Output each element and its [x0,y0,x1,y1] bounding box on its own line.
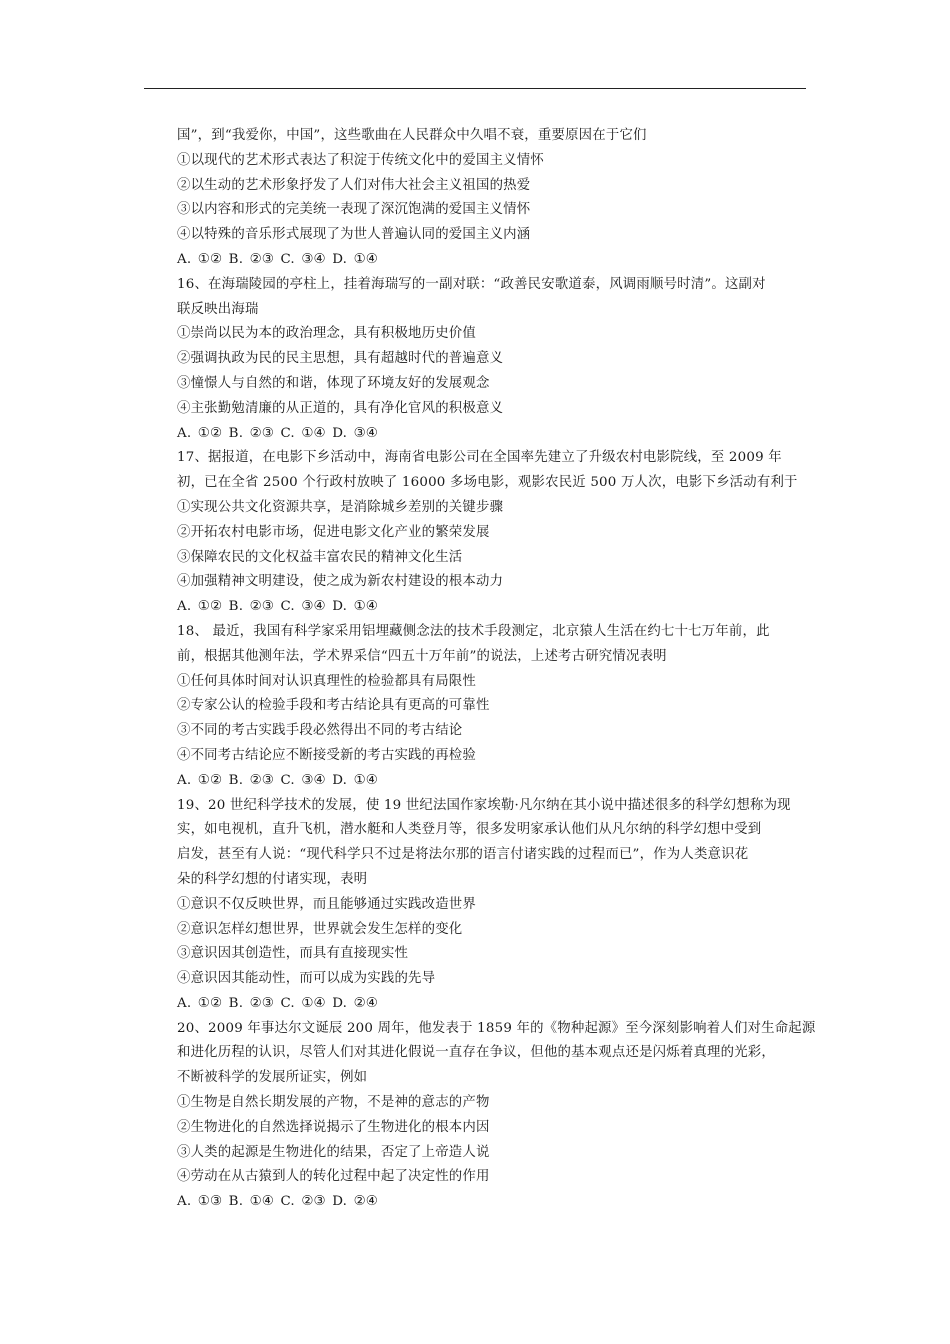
question-16-text: 联反映出海瑞 [177,301,259,317]
answer-choices: A. ①② B. ②③ C. ①④ D. ②④ [177,995,378,1011]
answer-choices: A. ①② B. ②③ C. ①④ D. ③④ [177,425,378,441]
answer-choices: A. ①② B. ②③ C. ③④ D. ①④ [177,772,378,788]
option-statement: ①生物是自然长期发展的产物，不是神的意志的产物 [177,1095,490,1111]
question-20-text: 和进化历程的认识，尽管人们对其进化假说一直存在争议，但他的基本观点还是闪烁着真理的光彩， [177,1045,775,1061]
answer-choices: A. ①③ B. ①④ C. ②③ D. ②④ [177,1194,378,1210]
option-statement: ②以生动的艺术形象抒发了人们对伟大社会主义祖国的热爱 [177,177,531,193]
option-statement: ③以内容和形式的完美统一表现了深沉饱满的爱国主义情怀 [177,202,531,218]
option-statement: ③保障农民的文化权益丰富农民的精神文化生活 [177,549,463,565]
question-19-text: 启发，甚至有人说：“现代科学只不过是将法尔那的语言付诸实践的过程而已”，作为人类意识花 [177,847,749,863]
option-statement: ②生物进化的自然选择说揭示了生物进化的根本内因 [177,1119,490,1135]
option-statement: ①意识不仅反映世界，而且能够通过实践改造世界 [177,896,476,912]
option-statement: ④意识因其能动性，而可以成为实践的先导 [177,971,436,987]
question-19-text: 实，如电视机，直升飞机，潜水艇和人类登月等，很多发明家承认他们从凡尔纳的科学幻想中受到 [177,822,762,838]
question-18-text: 前，根据其他测年法，学术界采信“四五十万年前”的说法，上述考古研究情况表明 [177,648,667,664]
option-statement: ③憧憬人与自然的和谐，体现了环境友好的发展观念 [177,375,490,391]
option-statement: ③不同的考古实践手段必然得出不同的考古结论 [177,723,463,739]
question-19-text: 朵的科学幻想的付诸实现，表明 [177,871,368,887]
option-statement: ③意识因其创造性，而具有直接现实性 [177,946,409,962]
question-17-text: 初，已在全省 2500 个行政村放映了 16000 多场电影，观影农民近 500 万人次，电影下乡活动有利于 [177,475,798,491]
option-statement: ④不同考古结论应不断接受新的考古实践的再检验 [177,747,476,763]
option-statement: ④以特殊的音乐形式展现了为世人普遍认同的爱国主义内涵 [177,227,531,243]
option-statement: ①以现代的艺术形式表达了积淀于传统文化中的爱国主义情怀 [177,152,544,168]
text-line: 国”，到“我爱你，中国”，这些歌曲在人民群众中久唱不衰，重要原因在于它们 [177,128,647,143]
option-statement: ②开拓农村电影市场，促进电影文化产业的繁荣发展 [177,524,490,540]
document-body [177,124,817,1215]
option-statement: ①实现公共文化资源共享，是消除城乡差别的关键步骤 [177,499,504,515]
question-20-text: 20、2009 年事达尔文诞辰 200 周年，他发表于 1859 年的《物种起源》至今深刻影响着人们对生命起源 [177,1020,816,1036]
question-16-text: 16、在海瑞陵园的亭柱上，挂着海瑞写的一副对联：“政善民安歌道泰，风调雨顺号时清”。这副对 [177,276,766,292]
option-statement: ①崇尚以民为本的政治理念，具有积极地历史价值 [177,326,476,342]
question-20-text: 不断被科学的发展所证实，例如 [177,1070,368,1086]
option-statement: ④主张勤勉清廉的从正道的，具有净化官风的积极意义 [177,400,504,416]
option-statement: ③人类的起源是生物进化的结果，否定了上帝造人说 [177,1144,490,1160]
answer-choices: A. ①② B. ②③ C. ③④ D. ①④ [177,251,378,267]
option-statement: ②专家公认的检验手段和考古结论具有更高的可靠性 [177,698,490,714]
question-18-text: 18、 最近，我国有科学家采用铝埋藏侧念法的技术手段测定，北京猿人生活在约七十七万年前，此 [177,623,770,639]
option-statement: ②意识怎样幻想世界，世界就会发生怎样的变化 [177,921,463,937]
question-19-text: 19、20 世纪科学技术的发展，使 19 世纪法国作家埃勒·凡尔纳在其小说中描述很多的科学幻想称为现 [177,797,791,813]
option-statement: ④加强精神文明建设，使之成为新农村建设的根本动力 [177,574,504,590]
option-statement: ④劳动在从古猿到人的转化过程中起了决定性的作用 [177,1169,490,1185]
option-statement: ②强调执政为民的民主思想，具有超越时代的普遍意义 [177,351,504,367]
question-17-text: 17、据报道，在电影下乡活动中，海南省电影公司在全国率先建立了升级农村电影院线，至 2009 年 [177,450,782,466]
option-statement: ①任何具体时间对认识真理性的检验都具有局限性 [177,673,476,689]
header-rule [144,88,806,89]
answer-choices: A. ①② B. ②③ C. ③④ D. ①④ [177,599,378,615]
